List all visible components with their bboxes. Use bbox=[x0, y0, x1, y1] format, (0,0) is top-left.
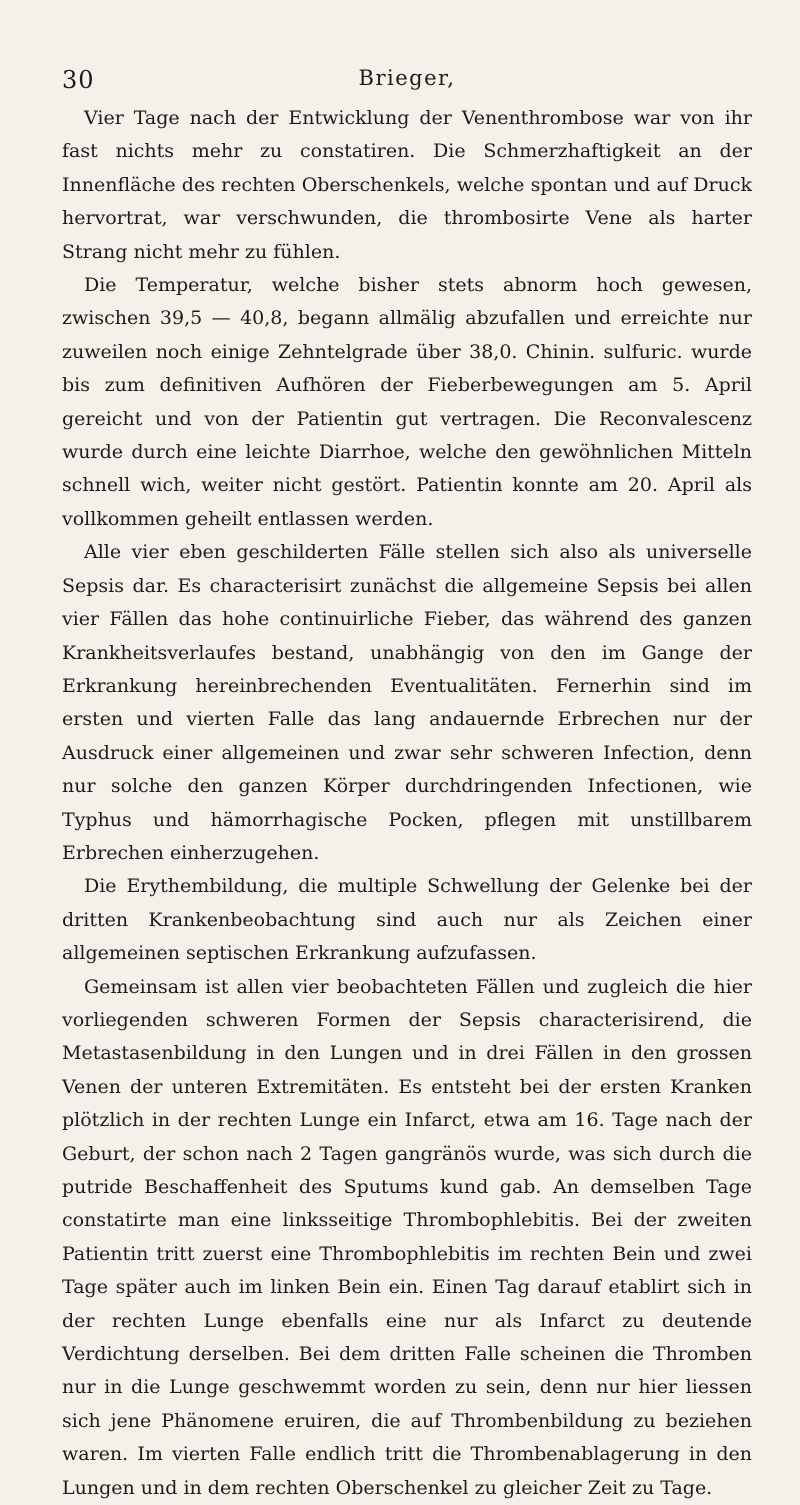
body-text bbox=[62, 102, 752, 1505]
running-head: Brieger, bbox=[358, 66, 456, 90]
paragraph-2: Die Temperatur, welche bisher stets abnorm hoch gewesen, zwischen 39,5 — 40,8, begann allmälig abzufallen und erreichte nur zuweilen noch einige Zehntelgrade über 38,0. Chinin. sulfuric. wurde bis zum definitiven Aufhören der Fieberbewegungen am 5. April gereicht und von der Patientin gut vertragen. Die Reconvalescenz wurde durch eine leichte Diarrhoe, welche den gewöhnlichen Mitteln schnell wich, weiter nicht gestört. Patientin konnte am 20. April als vollkommen geheilt entlassen werden. bbox=[62, 274, 752, 530]
paragraph-1: Vier Tage nach der Entwicklung der Venenthrombose war von ihr fast nichts mehr zu constatiren. Die Schmerzhaftigkeit an der Innenfläche des rechten Oberschenkels, welche spontan und auf Druck hervortrat, war verschwunden, die thrombosirte Vene als harter Strang nicht mehr zu fühlen. bbox=[62, 107, 752, 263]
paragraph-5: Gemeinsam ist allen vier beobachteten Fällen und zugleich die hier vorliegenden schweren Formen der Sepsis characterisirend, die Metastasenbildung in den Lungen und in drei Fällen in den grossen Venen der unteren Extremitäten. Es entsteht bei der ersten Kranken plötzlich in der rechten Lunge ein Infarct, etwa am 16. Tage nach der Geburt, der schon nach 2 Tagen gangränös wurde, was sich durch die putride Beschaffenheit des Sputums kund gab. An demselben Tage constatirte man eine linksseitige Thrombophlebitis. Bei der zweiten Patientin tritt zuerst eine Thrombophlebitis im rechten Bein und zwei Tage später auch im linken Bein ein. Einen Tag darauf etablirt sich in der rechten Lunge ebenfalls eine nur als Infarct zu deutende Verdichtung derselben. Bei dem dritten Falle scheinen die Thromben nur in die Lunge geschwemmt worden zu sein, denn nur hier liessen sich jene Phänomene eruiren, die auf Thrombenbildung zu beziehen waren. Im vierten Falle endlich tritt die Thrombenablagerung in den Lungen und in dem rechten Oberschenkel zu gleicher Zeit zu Tage. bbox=[62, 975, 752, 1499]
page-number: 30 bbox=[62, 66, 95, 94]
paragraph-3: Alle vier eben geschilderten Fälle stellen sich also als universelle Sepsis dar. Es characterisirt zunächst die allgemeine Sepsis bei allen vier Fällen das hohe continuirliche Fieber, das während des ganzen Krankheitsverlaufes bestand, unabhängig von den im Gange der Erkrankung hereinbrechenden Eventualitäten. Fernerhin sind im ersten und vierten Falle das lang andauernde Erbrechen nur der Ausdruck einer allgemeinen und zwar sehr schweren Infection, denn nur solche den ganzen Körper durchdringenden Infectionen, wie Typhus und hämorrhagische Pocken, pflegen mit unstillbarem Erbrechen einherzugehen. bbox=[62, 541, 752, 864]
page-header bbox=[62, 60, 752, 100]
paragraph-4: Die Erythembildung, die multiple Schwellung der Gelenke bei der dritten Krankenbeobachtung sind auch nur als Zeichen einer allgemeinen septischen Erkrankung aufzufassen. bbox=[62, 875, 752, 965]
